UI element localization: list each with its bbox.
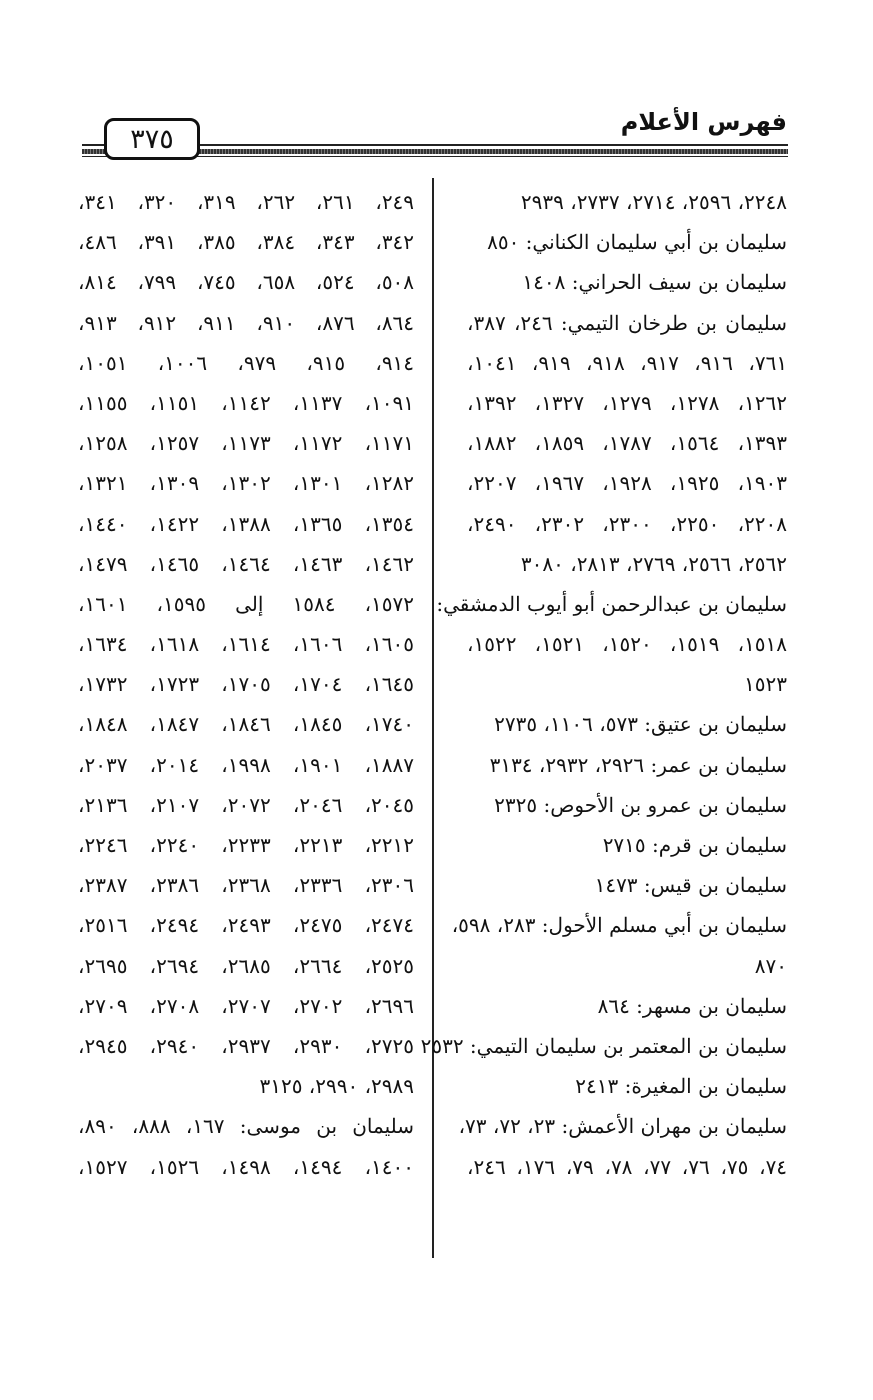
index-line: سليمان بن مسهر: ٨٦٤ bbox=[597, 993, 787, 1018]
index-line: سليمان بن المعتمر بن سليمان التيمي: ٢٥٣٢ bbox=[420, 1033, 787, 1058]
index-line: ١٧٤٠، ١٨٤٥، ١٨٤٦، ١٨٤٧، ١٨٤٨، bbox=[78, 712, 414, 737]
running-header-title: فهرس الأعلام bbox=[620, 108, 787, 136]
index-line: ٢٠٤٥، ٢٠٤٦، ٢٠٧٢، ٢١٠٧، ٢١٣٦، bbox=[78, 792, 414, 817]
index-line: ١٢٨٢، ١٣٠١، ١٣٠٢، ١٣٠٩، ١٣٢١، bbox=[78, 471, 414, 496]
index-line: ١٥٧٢، ١٥٨٤ إلى ١٥٩٥، ١٦٠١، bbox=[78, 591, 414, 616]
index-line: ١٩٠٣، ١٩٢٥، ١٩٢٨، ١٩٦٧، ٢٢٠٧، bbox=[467, 471, 787, 496]
index-line: سليمان بن قرم: ٢٧١٥ bbox=[602, 833, 787, 857]
index-line: ٢٣٠٦، ٢٣٣٦، ٢٣٦٨، ٢٣٨٦، ٢٣٨٧، bbox=[78, 873, 414, 898]
index-line: ٢٥٦٢، ٢٥٦٦، ٢٧٦٩، ٢٨١٣، ٣٠٨٠ bbox=[520, 551, 787, 576]
index-line: سليمان بن عتيق: ٥٧٣، ١١٠٦، ٢٧٣٥ bbox=[494, 712, 787, 737]
index-line: ١٤٦٢، ١٤٦٣، ١٤٦٤، ١٤٦٥، ١٤٧٩، bbox=[78, 551, 414, 576]
index-line: ٢٢٤٨، ٢٥٩٦، ٢٧١٤، ٢٧٣٧، ٢٩٣٩ bbox=[520, 190, 787, 214]
index-line: ٢٢٠٨، ٢٢٥٠، ٢٣٠٠، ٢٣٠٢، ٢٤٩٠، bbox=[467, 511, 787, 536]
index-line: ٢٧٢٥، ٢٩٣٠، ٢٩٣٧، ٢٩٤٠، ٢٩٤٥، bbox=[78, 1033, 414, 1058]
index-line: ١٤٠٠، ١٤٩٤، ١٤٩٨، ١٥٢٦، ١٥٢٧، bbox=[78, 1154, 414, 1179]
index-line: ١٣٩٣، ١٥٦٤، ١٧٨٧، ١٨٥٩، ١٨٨٢، bbox=[467, 431, 787, 456]
index-line: ٧٦١، ٩١٦، ٩١٧، ٩١٨، ٩١٩، ١٠٤١، bbox=[467, 350, 788, 375]
index-line: سليمان بن مهران الأعمش: ٢٣، ٧٢، ٧٣، bbox=[458, 1114, 787, 1139]
index-line: ٣٤٢، ٣٤٣، ٣٨٤، ٣٨٥، ٣٩١، ٤٨٦، bbox=[78, 230, 415, 255]
index-line: ١٣٥٤، ١٣٦٥، ١٣٨٨، ١٤٢٢، ١٤٤٠، bbox=[78, 511, 414, 536]
index-line: ٢٦٩٦، ٢٧٠٢، ٢٧٠٧، ٢٧٠٨، ٢٧٠٩، bbox=[78, 993, 414, 1018]
index-line: ٢٢١٢، ٢٢١٣، ٢٢٣٣، ٢٢٤٠، ٢٢٤٦، bbox=[78, 833, 414, 857]
index-line: سليمان بن موسى: ١٦٧، ٨٨٨، ٨٩٠، bbox=[78, 1114, 414, 1139]
index-line: ١٦٠٥، ١٦٠٦، ١٦١٤، ١٦١٨، ١٦٣٤، bbox=[78, 632, 414, 657]
page-number: ٣٧٥ bbox=[130, 123, 174, 155]
index-line: ١٥٢٣ bbox=[744, 672, 787, 697]
index-line: ١٦٤٥، ١٧٠٤، ١٧٠٥، ١٧٢٣، ١٧٣٢، bbox=[78, 672, 414, 697]
index-line: ٢٥٢٥، ٢٦٦٤، ٢٦٨٥، ٢٦٩٤، ٢٦٩٥، bbox=[78, 953, 414, 978]
column-divider bbox=[432, 178, 434, 1258]
index-line: ١١٧١، ١١٧٢، ١١٧٣، ١٢٥٧، ١٢٥٨، bbox=[78, 431, 414, 456]
index-line: ٢٩٨٩، ٢٩٩٠، ٣١٢٥ bbox=[259, 1074, 414, 1099]
index-column-right bbox=[420, 182, 788, 1187]
index-line: سليمان بن المغيرة: ٢٤١٣ bbox=[575, 1074, 787, 1099]
index-line: ١٥١٨، ١٥١٩، ١٥٢٠، ١٥٢١، ١٥٢٢، bbox=[467, 632, 787, 657]
index-column-left bbox=[78, 182, 414, 1187]
index-line: سليمان بن أبي مسلم الأحول: ٢٨٣، ٥٩٨، bbox=[451, 913, 787, 938]
index-line: ٩١٤، ٩١٥، ٩٧٩، ١٠٠٦، ١٠٥١، bbox=[78, 350, 415, 375]
index-line: سليمان بن عبدالرحمن أبو أيوب الدمشقي: bbox=[436, 591, 787, 616]
index-line: ٧٤، ٧٥، ٧٦، ٧٧، ٧٨، ٧٩، ١٧٦، ٢٤٦، bbox=[467, 1154, 788, 1179]
index-line: ١٢٦٢، ١٢٧٨، ١٢٧٩، ١٣٢٧، ١٣٩٢، bbox=[467, 390, 787, 415]
index-line: ٢٤٧٤، ٢٤٧٥، ٢٤٩٣، ٢٤٩٤، ٢٥١٦، bbox=[78, 913, 414, 938]
page-number-box bbox=[104, 118, 200, 160]
index-line: ٥٠٨، ٥٢٤، ٦٥٨، ٧٤٥، ٧٩٩، ٨١٤، bbox=[78, 270, 415, 295]
index-line: سليمان بن طرخان التيمي: ٢٤٦، ٣٨٧، bbox=[467, 310, 787, 335]
index-line: سليمان بن سيف الحراني: ١٤٠٨ bbox=[522, 270, 787, 295]
index-line: سليمان بن عمرو بن الأحوص: ٢٣٢٥ bbox=[494, 792, 787, 817]
index-line: ٢٤٩، ٢٦١، ٢٦٢، ٣١٩، ٣٢٠، ٣٤١، bbox=[78, 190, 415, 214]
index-line: ١٠٩١، ١١٣٧، ١١٤٢، ١١٥١، ١١٥٥، bbox=[78, 390, 414, 415]
index-line: ٨٧٠ bbox=[754, 953, 787, 978]
index-line: سليمان بن أبي سليمان الكناني: ٨٥٠ bbox=[487, 230, 787, 255]
index-line: ٨٦٤، ٨٧٦، ٩١٠، ٩١١، ٩١٢، ٩١٣، bbox=[78, 310, 415, 335]
index-line: سليمان بن قيس: ١٤٧٣ bbox=[594, 873, 787, 898]
index-line: ١٨٨٧، ١٩٠١، ١٩٩٨، ٢٠١٤، ٢٠٣٧، bbox=[78, 752, 414, 777]
index-line: سليمان بن عمر: ٢٩٢٦، ٢٩٣٢، ٣١٣٤ bbox=[489, 752, 787, 777]
